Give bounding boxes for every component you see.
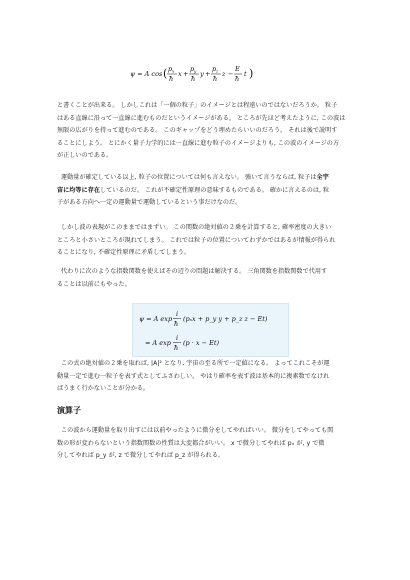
svg-text:ħ: ħ — [174, 344, 179, 352]
svg-text:ψ = A exp: ψ = A exp — [139, 315, 173, 323]
text-line: ることになり, 不確定性原理に矛盾してしまう。 — [57, 249, 190, 256]
section-heading: 演算子 — [57, 406, 81, 415]
svg-text:(pₓx + p_y y + p_z z − Et): (pₓx + p_y y + p_z z − Et) — [183, 315, 268, 323]
text-line: が正しいのである。 — [57, 152, 113, 159]
svg-text:p: p — [212, 65, 217, 73]
svg-text:i: i — [176, 334, 179, 342]
paragraph-exponential — [57, 266, 362, 291]
svg-text:= A exp: = A exp — [145, 339, 171, 347]
svg-text:z: z — [216, 68, 219, 74]
paragraph-operator — [57, 425, 362, 463]
svg-text:(p · x − Et): (p · x − Et) — [183, 339, 220, 347]
bold-emphasis: 全宇 — [316, 174, 329, 181]
text-line: この式の絶対値の２乗を取れば, |A|² となり, 宇宙の至る所で一定値になる。 よってこれこそが運 — [60, 360, 330, 367]
svg-text:i: i — [176, 310, 179, 318]
text-line: と書くことが出来る。 しかしこれは「一個の粒子」のイメージとは程遠いのではないだろうか。 粒子 — [57, 102, 338, 109]
svg-text:t: t — [244, 70, 247, 78]
svg-text:−: − — [228, 70, 234, 78]
paragraph-absolute-value — [57, 358, 362, 396]
svg-text:ħ: ħ — [213, 75, 218, 83]
text-line: 運動量が確定している以上, 粒子の位置については何も言えない。 強いて言うならば, 粒子は全宇 — [60, 174, 329, 181]
text-line: 動量一定で進む一粒子を表す式としてふさわしい。 やはり確率を表す波は基本的に複素数でなけれ — [57, 372, 330, 380]
svg-text:y: y — [194, 68, 197, 74]
svg-text:+: + — [205, 70, 211, 78]
paragraph-uncertainty — [57, 172, 362, 210]
text-line: ところと小さいところが現れてしまう。 これでは粒子の位置についてわずかではあるが情報が得られ — [57, 236, 336, 244]
paragraph-problem — [57, 222, 362, 260]
svg-text:(: ( — [163, 67, 168, 80]
text-line: 分してやれば p_y が, z で微分してやれば p_z が得られる。 — [57, 452, 225, 459]
svg-text:x: x — [172, 68, 175, 74]
svg-text:ħ: ħ — [235, 75, 240, 83]
text-line: 無限の広がりを持って進むのである。 このギャップをどう埋めたらいいのだろう。 それは後で説明す — [57, 127, 338, 134]
wave-equation-exponential — [133, 304, 288, 356]
bold-emphasis: 宙に均等に存在 — [57, 186, 101, 194]
text-line: ることは以前にもやった。 — [57, 280, 131, 288]
svg-text:p: p — [190, 65, 195, 73]
text-line: はある直線に沿って一直線に進むものだというイメージがある。 ところが先ほど考えたように, この波は — [57, 114, 346, 122]
svg-text:ħ: ħ — [169, 75, 174, 83]
text-line: この波から運動量を取り出すには以前やったように微分をしてやればいい。 微分をしてやっても関 — [60, 427, 334, 434]
text-line: 数の形が変わらないという指数関数の性質は大変都合がいい。 x で微分してやれば pₓ が, y で微 — [57, 439, 325, 447]
text-line: しかし波の表現がこのままではまずい。 この関数の絶対値の２乗を計算すると, 確率密度の大きい — [60, 224, 332, 231]
paragraph-wave-image — [57, 100, 362, 163]
svg-text:): ) — [249, 67, 254, 80]
svg-text:z: z — [222, 70, 226, 78]
text-line: ばうまく行かないことが分かる。 — [57, 385, 150, 392]
wave-equation-cosine — [130, 62, 290, 86]
text-line: ることにしよう。 とにかく量子力学的には一直線に進む粒子のイメージよりも, この波のイメージの方 — [57, 139, 340, 147]
svg-text:E: E — [235, 65, 240, 73]
text-line: 代わりに次のような指数関数を使えばその辺りの問題は解決する。 三角関数を指数関数で代用す — [60, 268, 328, 275]
eq1-lhs: ψ = A cos — [130, 70, 163, 78]
text-line: 子がある方向へ一定の運動量で運動しているという事だけなのだ。 — [57, 199, 242, 206]
text-line: 宙に均等に存在しているのだ。 これが不確定性原理の意味するものである。 確かに言えるのは, 粒 — [57, 186, 330, 194]
svg-text:ħ: ħ — [191, 75, 196, 83]
wave-equation-exponential-box — [132, 303, 289, 357]
svg-text:x: x — [178, 70, 182, 78]
svg-text:ħ: ħ — [174, 320, 179, 328]
eq1-px: p — [168, 65, 173, 73]
svg-text:y: y — [200, 70, 204, 78]
svg-text:+: + — [183, 70, 189, 78]
